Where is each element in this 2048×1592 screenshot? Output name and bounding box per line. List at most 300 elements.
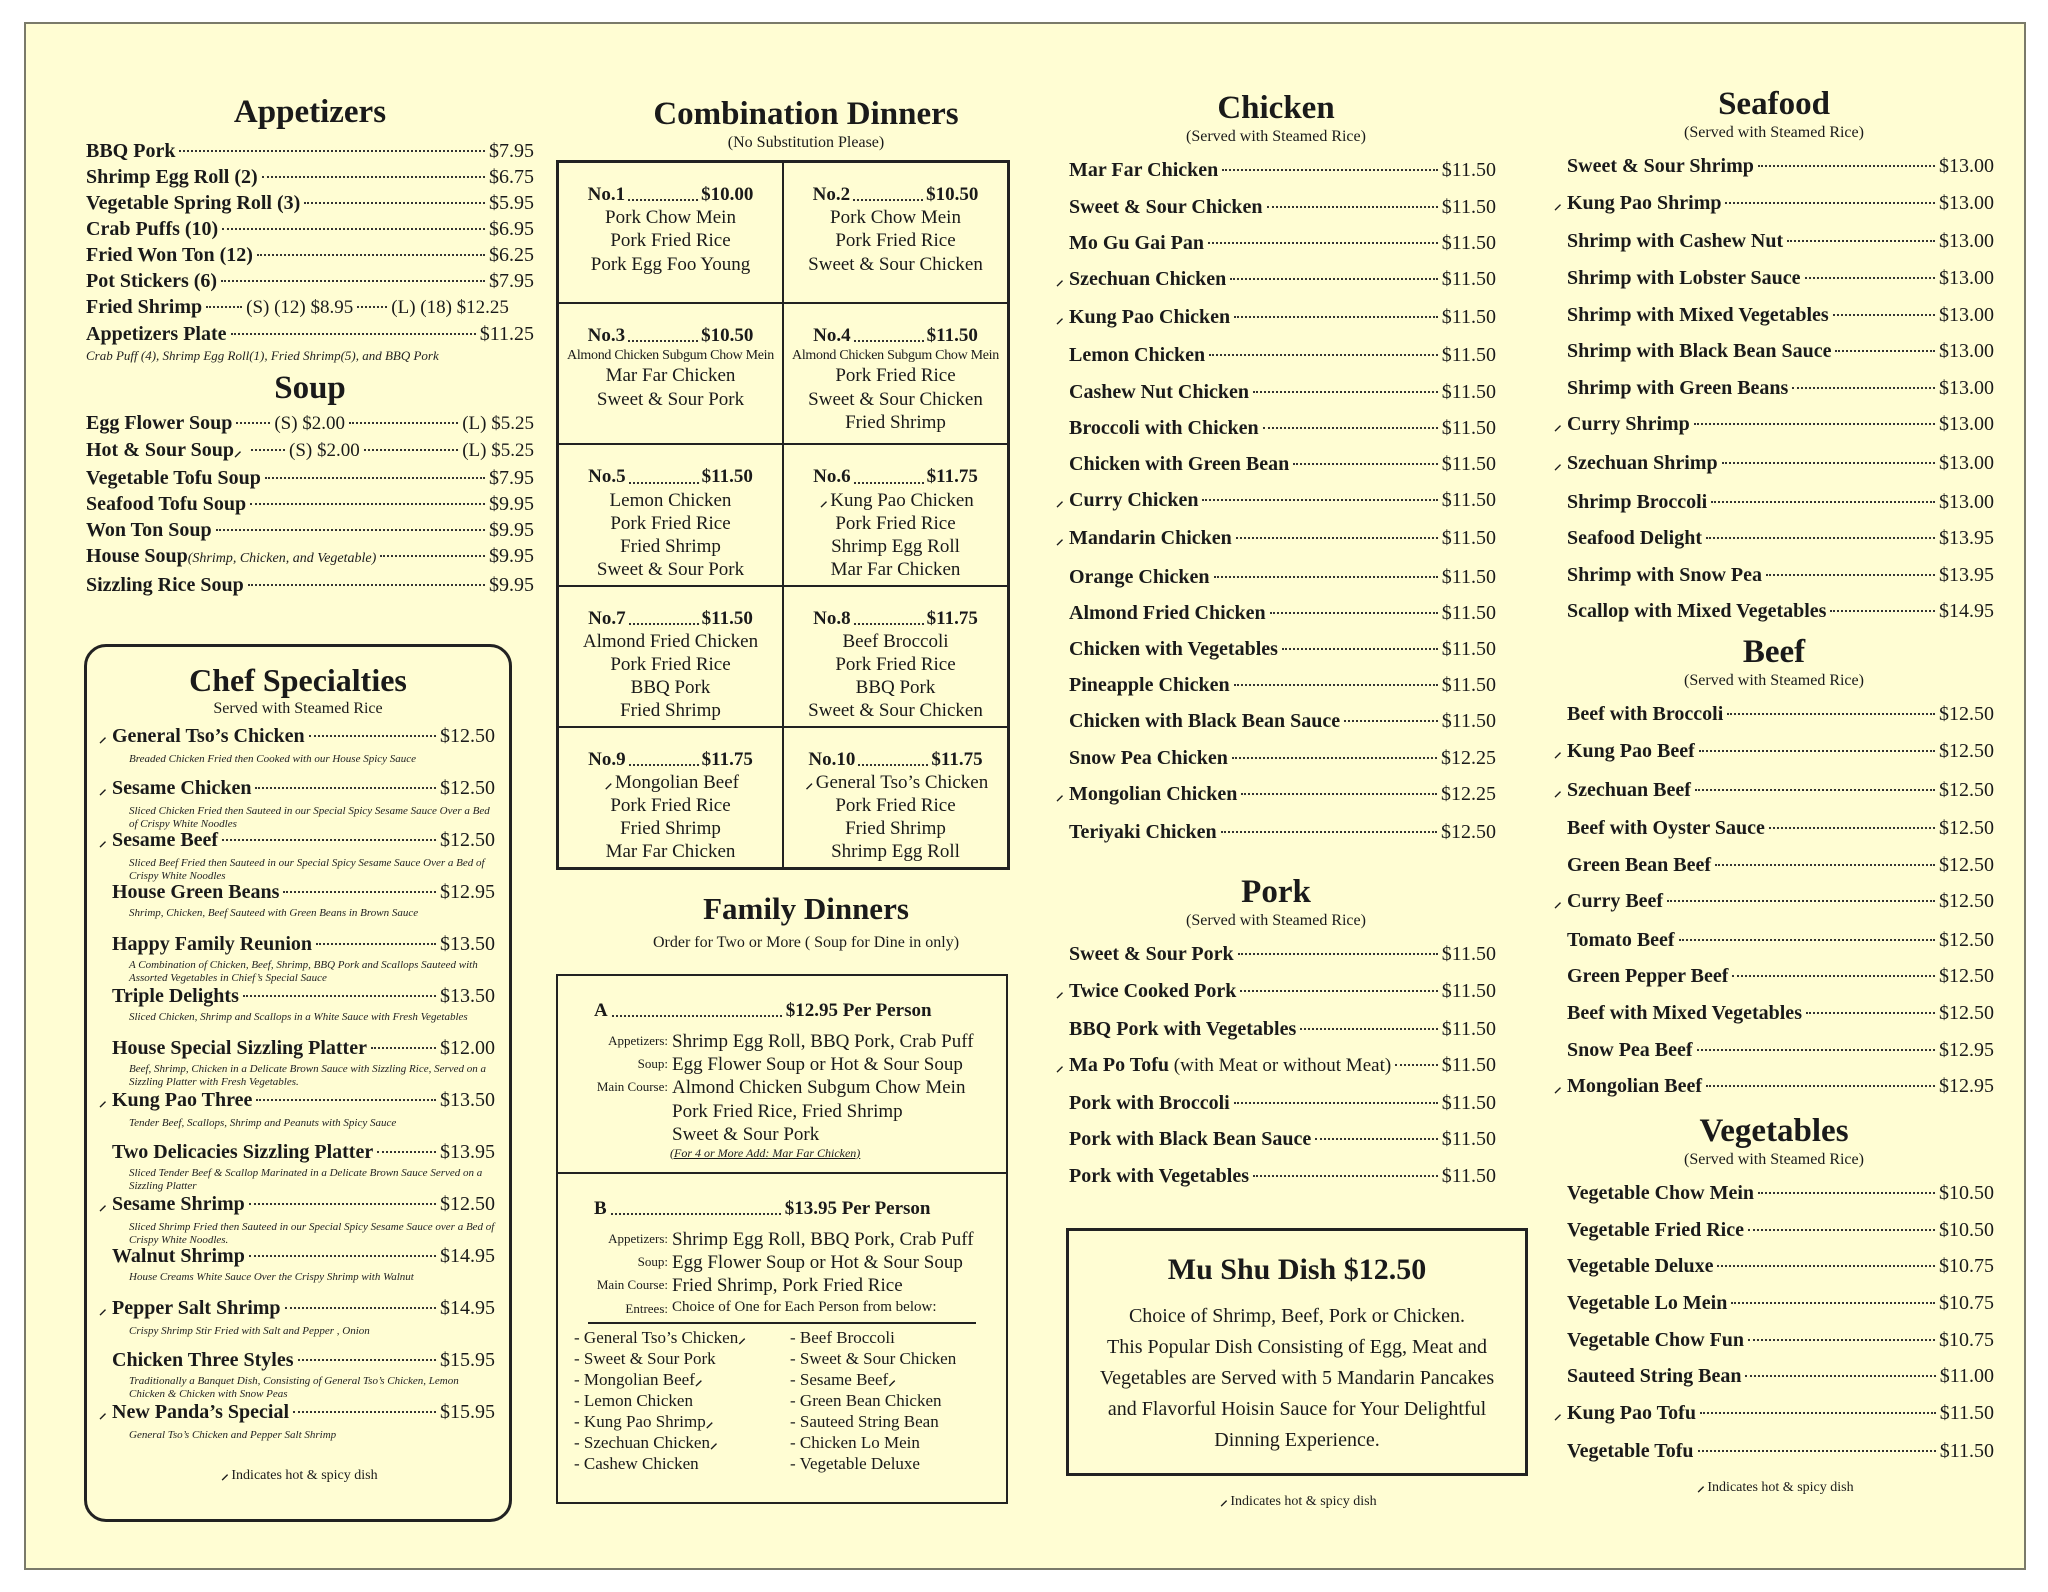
menu-item (1554, 1433, 1994, 1470)
menu-item (1554, 1395, 1994, 1434)
item-price: $12.50 (440, 725, 495, 748)
menu-item (86, 294, 534, 321)
menu-item (86, 321, 534, 347)
combo-line (784, 489, 1007, 512)
chicken-list (1056, 152, 1496, 850)
combo-header (559, 748, 782, 771)
menu-item (1554, 1248, 1994, 1285)
leader-dots (316, 943, 436, 945)
item-description: House Creams White Sauce Over the Crispy Shrimp with Walnut (129, 1271, 414, 1284)
item-price: $11.50 (1441, 344, 1496, 367)
family-a-note: (For 4 or More Add: Mar Far Chicken) (670, 1145, 861, 1160)
chef-item (99, 1140, 495, 1192)
item-name: Pepper Salt Shrimp (112, 1297, 281, 1320)
combo-dish: Almond Chicken Subgum Chow Mein (792, 348, 999, 364)
item-name: Mar Far Chicken (1069, 159, 1219, 182)
leader-dots (248, 584, 485, 586)
combo-cell (783, 444, 1008, 585)
combo-line (559, 630, 782, 653)
leader-dots (293, 1411, 436, 1413)
item-name: Kung Pao Chicken (1069, 306, 1231, 329)
combo-number: No.1 (587, 184, 626, 205)
legend-text: Indicates hot & spicy dish (231, 1468, 378, 1484)
item-description: Traditionally a Banquet Dish, Consisting of General Tso’s Chicken, Lemon Chicken & Chicken with Snow Peas (129, 1375, 459, 1401)
combo-dish: Pork Fried Rice (835, 795, 956, 817)
combo-dish: Pork Chow Mein (605, 207, 736, 229)
leader-dots (1344, 720, 1438, 722)
item-price: $12.25 (1441, 746, 1496, 769)
leader-dots (221, 280, 485, 282)
entree-option (574, 1412, 790, 1433)
menu-item (1554, 1068, 1994, 1107)
leader-dots (1698, 1450, 1936, 1452)
leader-dots (1222, 169, 1437, 171)
menu-item (1056, 973, 1496, 1011)
item-description: Sliced Chicken Fried then Sauteed in our Special Spicy Sesame Sauce Over a Bed of Crispy White Noodles (129, 805, 490, 831)
item-name: Two Delicacies Sizzling Platter (112, 1141, 374, 1164)
item-name: Sesame Beef (112, 829, 219, 852)
combo-price: $10.00 (701, 184, 754, 205)
combo-line (559, 512, 782, 535)
item-description: Sliced Shrimp Fried then Sauteed in our Special Spicy Sesame Sauce over a Bed of Crispy White Noodles. (129, 1221, 495, 1247)
leader-dots (349, 422, 458, 424)
item-name: Snow Pea Beef (1567, 1038, 1693, 1061)
item-price: $12.50 (1441, 820, 1496, 843)
leader-dots (298, 1359, 437, 1361)
leader-dots (629, 743, 699, 766)
menu-item (86, 190, 534, 216)
item-price: $13.00 (1939, 155, 1994, 178)
menu-item (1056, 520, 1496, 558)
leader-dots (1833, 314, 1935, 316)
family-b-header: B $13.95 Per Person (594, 1198, 1006, 1220)
item-name: Chicken Three Styles (112, 1349, 294, 1372)
menu-item (1554, 847, 1994, 884)
combo-dish: BBQ Pork (630, 677, 711, 699)
menu-item (1056, 261, 1496, 299)
item-name: Szechuan Beef (1567, 778, 1691, 801)
menu-item (1056, 936, 1496, 972)
entree-name: - Sesame Beef (790, 1370, 889, 1390)
item-price: (S) $2.00 (274, 413, 346, 435)
menu-item (86, 268, 534, 294)
mu-shu-line: Vegetables are Served with 5 Mandarin Pancakes (1099, 1367, 1495, 1389)
menu-item (99, 880, 495, 904)
leader-dots (251, 449, 285, 451)
item-name: Shrimp with Cashew Nut (1567, 230, 1784, 253)
item-name: Mongolian Chicken (1069, 782, 1238, 805)
menu-item (1554, 772, 1994, 811)
leader-dots (206, 306, 242, 308)
combo-dish: Mongolian Beef (614, 771, 739, 793)
leader-dots (1208, 242, 1438, 244)
leader-dots (854, 460, 924, 483)
combo-line (784, 676, 1007, 699)
beef-subtitle: (Served with Steamed Rice) (1684, 672, 1864, 690)
item-price: (S) (12) $8.95 (246, 297, 354, 319)
item-name: Pot Stickers (6) (86, 270, 218, 293)
entree-name: - Sweet & Sour Chicken (790, 1349, 957, 1369)
combo-line (784, 558, 1007, 581)
item-price: $12.50 (1939, 778, 1994, 801)
menu-item (1554, 1322, 1994, 1359)
item-price: $11.50 (1441, 565, 1496, 588)
item-name: Shrimp with Lobster Sauce (1567, 267, 1801, 290)
combo-number: No.4 (813, 325, 851, 347)
leader-dots (1679, 939, 1935, 941)
combo-price: $10.50 (926, 184, 979, 205)
entree-name: - Kung Pao Shrimp (574, 1412, 706, 1431)
item-price: $11.50 (1939, 1401, 1994, 1424)
leader-dots (1806, 1012, 1935, 1014)
soup-title: Soup (274, 369, 346, 406)
combo-number: No.7 (588, 607, 626, 629)
leader-dots (256, 1099, 436, 1101)
chef-item (99, 1244, 495, 1296)
family-line (558, 1251, 1006, 1274)
item-name: Beef with Oyster Sauce (1567, 817, 1765, 840)
combo-dish: Sweet & Sour Pork (596, 388, 745, 410)
item-description: A Combination of Chicken, Beef, Shrimp, BBQ Pork and Scallops Sauteed with Assorted Vegetables in Chief’s Special Sauce (129, 959, 478, 985)
menu-item (1056, 374, 1496, 410)
item-name: Kung Pao Shrimp (1567, 191, 1722, 214)
item-price: $12.50 (440, 1193, 495, 1216)
chili-pepper-icon: ⸝ (99, 782, 107, 799)
item-description: Sliced Beef Fried then Sauteed in our Special Spicy Sesame Sauce Over a Bed of Crispy White Noodles (129, 857, 485, 883)
item-price: $13.00 (1939, 230, 1994, 253)
chili-pepper-icon: ⸝ (738, 1331, 746, 1348)
combo-dish: Mar Far Chicken (605, 365, 736, 387)
menu-item (1554, 1358, 1994, 1395)
chili-pepper-icon: ⸝ (888, 1373, 896, 1390)
item-description: General Tso’s Chicken and Pepper Salt Shrimp (129, 1429, 337, 1442)
item-name: Fried Won Ton (12) (86, 244, 253, 267)
family-b-rows (558, 1228, 1006, 1316)
item-name: Sweet & Sour Pork (1069, 943, 1234, 966)
item-price: $13.00 (1939, 452, 1994, 475)
mu-shu-line: Dinning Experience. (1214, 1429, 1380, 1451)
item-price: $12.50 (1939, 853, 1994, 876)
leader-dots (1234, 316, 1438, 318)
combo-line (784, 771, 1007, 794)
item-price: $11.50 (1939, 1440, 1994, 1463)
item-name: BBQ Pork with Vegetables (1069, 1017, 1297, 1040)
item-price: $11.50 (1441, 1017, 1496, 1040)
entree-option (574, 1349, 790, 1370)
mu-shu-line: and Flavorful Hoisin Sauce for Your Delightful (1107, 1398, 1487, 1420)
combo-line (559, 489, 782, 512)
combo-line (784, 411, 1007, 434)
family-line (558, 1053, 1006, 1076)
combo-line (559, 206, 782, 229)
leader-dots (1745, 1375, 1935, 1377)
item-name: Vegetable Spring Roll (3) (86, 192, 301, 215)
menu-item (1554, 445, 1994, 484)
entree-option (574, 1328, 790, 1349)
combo-subtitle: (No Substitution Please) (727, 134, 885, 151)
item-description: Sliced Chicken, Shrimp and Scallops in a White Sauce with Fresh Vegetables (129, 1011, 468, 1024)
entree-option (790, 1349, 1006, 1370)
combo-dish: Pork Fried Rice (835, 230, 956, 252)
chef-legend (87, 1464, 509, 1484)
item-price: $11.50 (1441, 527, 1496, 550)
family-line-text: Almond Chicken Subgum Chow Mein (672, 1077, 966, 1099)
chili-pepper-icon: ⸝ (99, 1198, 107, 1215)
menu-item (99, 984, 495, 1008)
item-price: $11.50 (1441, 489, 1496, 512)
family-line (558, 1030, 1006, 1053)
item-price: (L) $5.25 (462, 440, 534, 462)
family-line (558, 1298, 1006, 1317)
leader-dots (262, 176, 485, 178)
menu-item (1554, 958, 1994, 995)
combo-line (559, 364, 782, 387)
entree-name: - General Tso’s Chicken (574, 1328, 739, 1348)
leader-dots (249, 1255, 436, 1257)
entree-option (574, 1433, 790, 1454)
chef-item (99, 1192, 495, 1247)
combo-dish: Fried Shrimp (845, 818, 946, 840)
chili-pepper-icon: ⸝ (1554, 457, 1562, 474)
leader-dots (250, 503, 485, 505)
leader-dots (1700, 1412, 1936, 1414)
menu-item (1554, 148, 1994, 185)
entree-option (790, 1328, 1006, 1349)
item-name: BBQ Pork (86, 140, 176, 163)
leader-dots (629, 602, 699, 625)
item-name: Vegetable Tofu Soup (86, 467, 261, 490)
menu-item (1056, 189, 1496, 225)
leader-dots (1694, 423, 1935, 425)
leader-dots (1267, 206, 1438, 208)
menu-item (86, 164, 534, 190)
item-name: Sweet & Sour Chicken (1069, 195, 1263, 218)
item-price: $12.25 (1441, 782, 1496, 805)
item-name: Seafood Delight (1567, 527, 1702, 550)
menu-item (1056, 446, 1496, 482)
item-description: Tender Beef, Scallops, Shrimp and Peanuts with Spicy Sauce (129, 1117, 397, 1130)
leader-dots (1209, 354, 1438, 356)
item-price: $7.95 (489, 140, 534, 163)
item-name: Appetizers Plate (86, 323, 227, 346)
combo-price: $11.75 (926, 466, 978, 488)
family-line-label (558, 1123, 672, 1146)
entree-option (790, 1370, 1006, 1391)
family-line-label (558, 1100, 672, 1123)
entree-column (574, 1328, 790, 1474)
family-line-text: Pork Fried Rice, Fried Shrimp (672, 1100, 903, 1122)
combo-dish: Pork Fried Rice (835, 365, 956, 387)
combo-price: $11.50 (701, 607, 753, 629)
combo-dish: Almond Chicken Subgum Chow Mein (567, 348, 774, 364)
menu-item (1056, 703, 1496, 739)
leader-dots (1202, 499, 1437, 501)
family-dinner-a (556, 974, 1008, 1174)
appetizers-title: Appetizers (233, 94, 387, 130)
item-name: Shrimp with Mixed Vegetables (1567, 303, 1829, 326)
entree-name: - Beef Broccoli (790, 1328, 895, 1348)
item-name: Almond Fried Chicken (1069, 601, 1266, 624)
chili-pepper-icon: ⸝ (694, 1373, 703, 1390)
leader-dots (364, 449, 458, 451)
leader-dots (283, 891, 436, 893)
item-price: $11.50 (1441, 416, 1496, 439)
combo-cell (783, 727, 1008, 868)
menu-item (99, 1244, 495, 1268)
item-price: $13.00 (1939, 340, 1994, 363)
menu-item (86, 517, 534, 543)
item-name: Mongolian Beef (1567, 1075, 1702, 1098)
mu-shu-line: This Popular Dish Consisting of Egg, Meat and (1107, 1336, 1487, 1358)
item-price: $11.50 (1441, 943, 1496, 966)
chili-pepper-icon: ⸝ (805, 775, 814, 792)
leader-dots (1792, 387, 1935, 389)
menu-item (99, 932, 495, 956)
entree-option (574, 1370, 790, 1391)
item-name: Fried Shrimp (86, 296, 203, 319)
combo-line (784, 535, 1007, 558)
leader-dots (1214, 576, 1438, 578)
item-price: $6.25 (489, 244, 534, 267)
item-price: $11.50 (1441, 1128, 1496, 1151)
combo-line (784, 364, 1007, 387)
combo-cell (558, 444, 783, 585)
item-price: $13.00 (1939, 490, 1994, 513)
vegetables-subtitle: (Served with Steamed Rice) (1684, 1151, 1864, 1169)
item-price: $12.50 (1939, 703, 1994, 726)
menu-item (1554, 406, 1994, 445)
leader-dots (1830, 610, 1935, 612)
family-line-label: Soup: (637, 1056, 668, 1072)
entree-name: - Cashew Chicken (574, 1453, 699, 1473)
combo-number: No.6 (813, 466, 851, 488)
menu-item (1056, 776, 1496, 814)
entree-option (574, 1391, 790, 1412)
item-price: $11.50 (1441, 267, 1496, 290)
item-price: $12.50 (1939, 817, 1994, 840)
combo-line (784, 699, 1007, 722)
combo-dish: Pork Egg Foo Young (590, 253, 751, 275)
leader-dots (1236, 537, 1438, 539)
combo-line (559, 653, 782, 676)
menu-item (1056, 482, 1496, 520)
leader-dots (1717, 1265, 1935, 1267)
chili-pepper-icon: ⸝ (99, 1094, 107, 1111)
combo-price: $11.75 (931, 748, 983, 770)
item-price: $13.50 (440, 1089, 495, 1112)
item-price: $12.50 (440, 829, 495, 852)
combo-cell (783, 162, 1008, 303)
leader-dots (1232, 757, 1437, 759)
menu-item (1056, 595, 1496, 631)
combo-line (559, 699, 782, 722)
item-price: $13.95 (1939, 563, 1994, 586)
family-line-text: Egg Flower Soup or Hot & Sour Soup (672, 1252, 963, 1274)
leader-dots (1748, 1339, 1935, 1341)
chili-pepper-icon: ⸝ (99, 730, 107, 747)
leader-dots (1240, 990, 1437, 992)
combo-dish: Mar Far Chicken (605, 841, 736, 863)
pork-title: Pork (1241, 874, 1311, 911)
item-price: $12.50 (1939, 890, 1994, 913)
combo-dish: Sweet & Sour Chicken (808, 253, 983, 275)
combo-dish: Fried Shrimp (620, 818, 721, 840)
item-name: Sizzling Rice Soup (86, 574, 244, 597)
combo-price: $11.50 (701, 466, 753, 488)
item-price: $13.00 (1939, 413, 1994, 436)
combo-cell (783, 303, 1008, 444)
combo-line (559, 229, 782, 252)
chicken-subtitle: (Served with Steamed Rice) (1186, 128, 1366, 146)
item-name: General Tso’s Chicken (112, 725, 305, 748)
menu-item (1056, 1011, 1496, 1047)
item-name: Green Bean Beef (1567, 853, 1712, 876)
item-price: $12.50 (1939, 739, 1994, 762)
chili-pepper-icon: ⸝ (1554, 895, 1562, 912)
leader-dots (1315, 1138, 1437, 1140)
family-a-header: A $12.95 Per Person (594, 1000, 1006, 1022)
item-price: $13.50 (440, 985, 495, 1008)
combo-dish: Shrimp Egg Roll (831, 535, 960, 557)
item-name: Beef with Broccoli (1567, 703, 1724, 726)
leader-dots (1221, 831, 1437, 833)
combo-header (559, 465, 782, 488)
item-price: (L) (18) $12.25 (391, 297, 509, 319)
entree-option (790, 1454, 1006, 1475)
item-name: Teriyaki Chicken (1069, 820, 1217, 843)
menu-item (99, 1036, 495, 1060)
combo-line (784, 840, 1007, 863)
item-name: Twice Cooked Pork (1069, 979, 1237, 1002)
item-price: $11.50 (1441, 1164, 1496, 1187)
item-price: $13.95 (1939, 527, 1994, 550)
chef-item (99, 932, 495, 984)
menu-item (1554, 1175, 1994, 1212)
chef-item (99, 1088, 495, 1140)
item-name: Won Ton Soup (86, 519, 212, 542)
family-line (558, 1076, 1006, 1099)
item-price: $12.50 (440, 777, 495, 800)
menu-item (1554, 922, 1994, 959)
combo-dish: Mar Far Chicken (830, 559, 961, 581)
item-price: $5.95 (489, 192, 534, 215)
menu-item (1056, 152, 1496, 188)
leader-dots (1234, 1102, 1438, 1104)
item-price: $13.00 (1939, 303, 1994, 326)
beef-title: Beef (1742, 634, 1806, 671)
menu-item (1554, 223, 1994, 260)
family-title: Family Dinners (703, 891, 909, 926)
chicken-title: Chicken (1217, 90, 1335, 126)
item-name: Curry Chicken (1069, 489, 1199, 512)
combo-dish: Sweet & Sour Pork (596, 559, 745, 581)
item-name: Crab Puffs (10) (86, 218, 219, 241)
item-name: Hot & Sour Soup⸝ (86, 437, 247, 465)
item-price: $13.50 (440, 933, 495, 956)
item-price: $11.50 (1441, 380, 1496, 403)
chili-pepper-icon: ⸝ (1554, 196, 1562, 213)
leader-dots (179, 150, 485, 152)
family-line-text: Egg Flower Soup or Hot & Sour Soup (672, 1054, 963, 1076)
combo-line (559, 558, 782, 581)
combo-header (784, 465, 1007, 488)
item-name: Curry Beef (1567, 890, 1664, 913)
item-name: Lemon Chicken (1069, 344, 1206, 367)
leader-dots (1241, 793, 1437, 795)
item-name: Sesame Shrimp (112, 1193, 245, 1216)
item-name: Scallop with Mixed Vegetables (1567, 600, 1827, 623)
leader-dots (1766, 574, 1935, 576)
